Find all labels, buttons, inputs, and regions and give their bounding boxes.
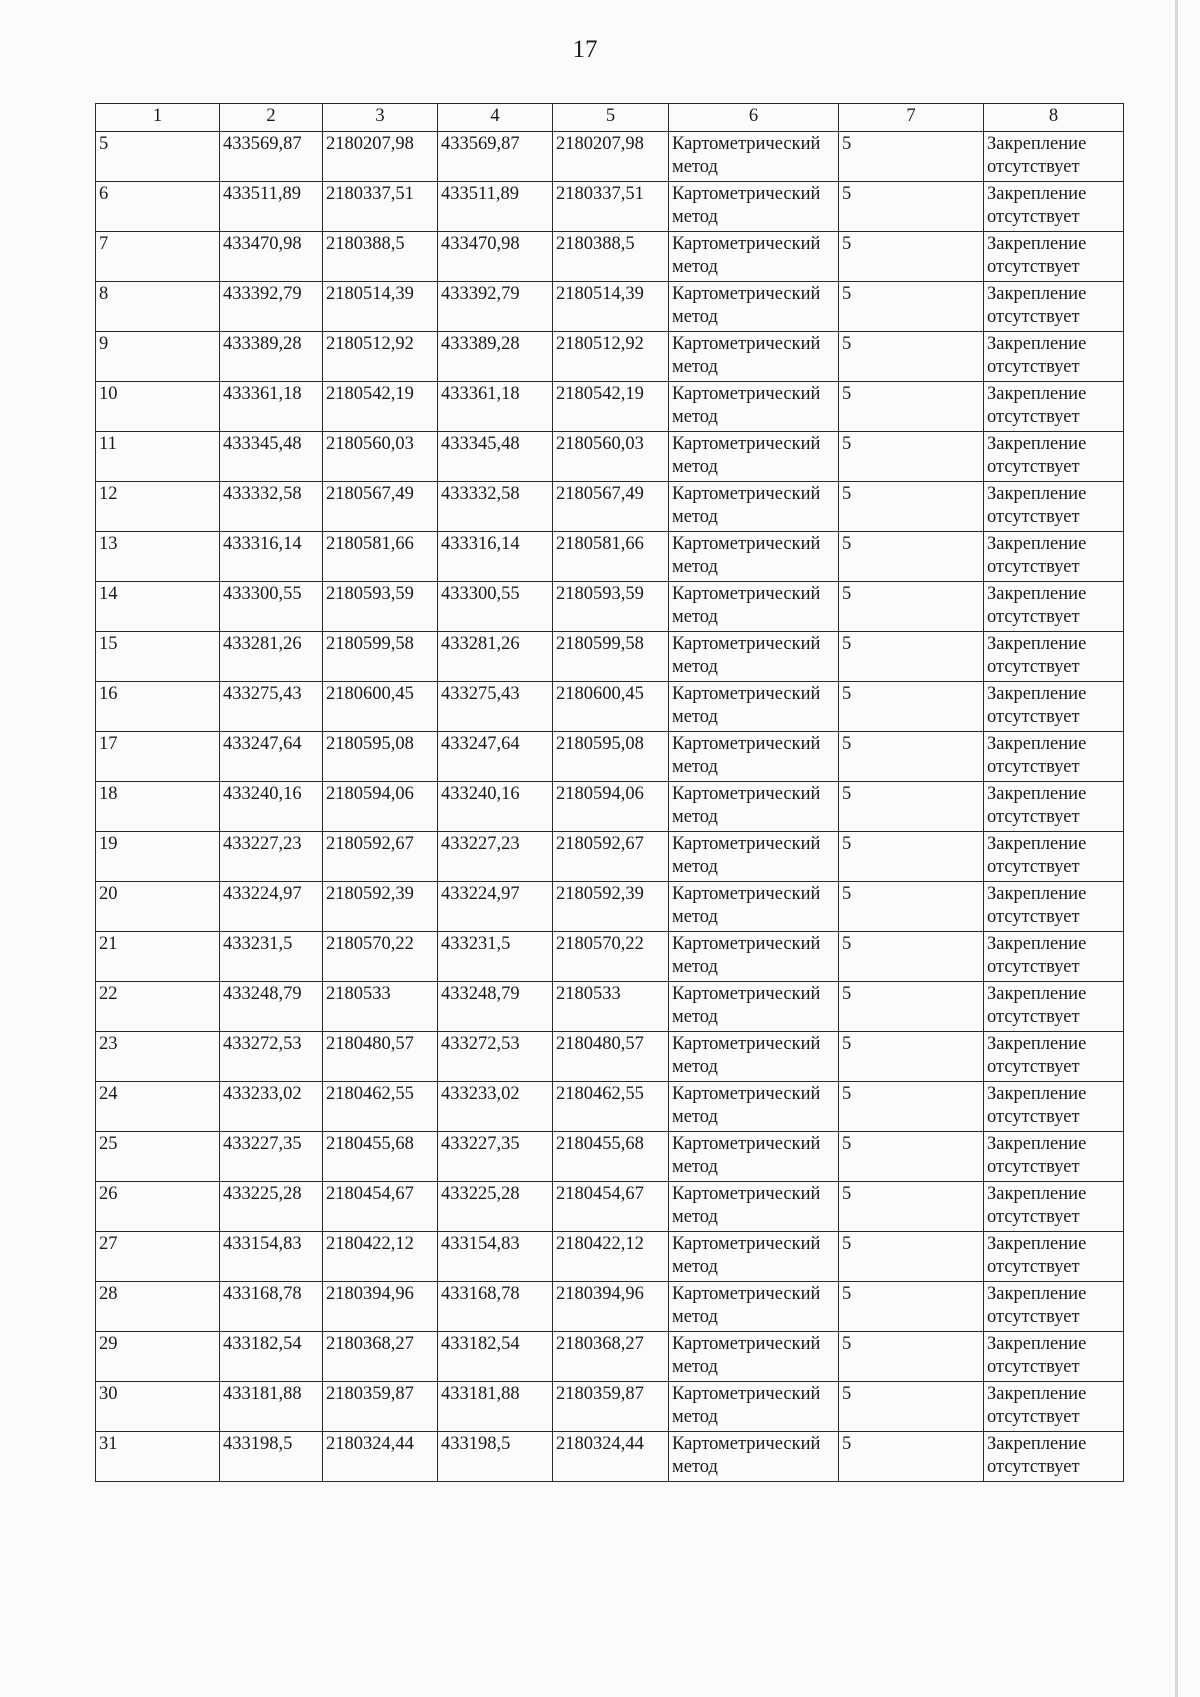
cell-y-coordinate: 2180368,27 — [323, 1332, 438, 1382]
column-header-1: 1 — [96, 104, 220, 132]
cell-y-coordinate-2: 2180595,08 — [553, 732, 669, 782]
cell-accuracy: 5 — [839, 682, 984, 732]
cell-x-coordinate-2: 433361,18 — [438, 382, 553, 432]
cell-y-coordinate-2: 2180542,19 — [553, 382, 669, 432]
table-row — [96, 482, 1124, 532]
cell-accuracy: 5 — [839, 532, 984, 582]
cell-accuracy: 5 — [839, 282, 984, 332]
cell-y-coordinate: 2180454,67 — [323, 1182, 438, 1232]
cell-y-coordinate: 2180599,58 — [323, 632, 438, 682]
table-row — [96, 132, 1124, 182]
cell-point-number: 26 — [96, 1182, 220, 1232]
cell-y-coordinate-2: 2180454,67 — [553, 1182, 669, 1232]
cell-point-number: 12 — [96, 482, 220, 532]
cell-method: Картометрический метод — [669, 932, 839, 982]
cell-method: Картометрический метод — [669, 182, 839, 232]
cell-point-number: 14 — [96, 582, 220, 632]
cell-x-coordinate: 433198,5 — [220, 1432, 323, 1482]
cell-y-coordinate: 2180480,57 — [323, 1032, 438, 1082]
cell-y-coordinate: 2180542,19 — [323, 382, 438, 432]
cell-y-coordinate: 2180533 — [323, 982, 438, 1032]
cell-fixation: Закрепление отсутствует — [984, 1332, 1124, 1382]
cell-y-coordinate: 2180394,96 — [323, 1282, 438, 1332]
cell-x-coordinate-2: 433332,58 — [438, 482, 553, 532]
cell-x-coordinate: 433332,58 — [220, 482, 323, 532]
cell-point-number: 6 — [96, 182, 220, 232]
header-row — [96, 104, 1124, 132]
cell-method: Картометрический метод — [669, 882, 839, 932]
table-row — [96, 232, 1124, 282]
cell-x-coordinate-2: 433198,5 — [438, 1432, 553, 1482]
cell-x-coordinate-2: 433168,78 — [438, 1282, 553, 1332]
cell-accuracy: 5 — [839, 832, 984, 882]
cell-method: Картометрический метод — [669, 1282, 839, 1332]
cell-y-coordinate: 2180592,39 — [323, 882, 438, 932]
column-header-8: 8 — [984, 104, 1124, 132]
cell-point-number: 16 — [96, 682, 220, 732]
cell-x-coordinate: 433168,78 — [220, 1282, 323, 1332]
cell-x-coordinate-2: 433316,14 — [438, 532, 553, 582]
cell-accuracy: 5 — [839, 582, 984, 632]
cell-accuracy: 5 — [839, 1382, 984, 1432]
cell-y-coordinate-2: 2180570,22 — [553, 932, 669, 982]
cell-x-coordinate: 433511,89 — [220, 182, 323, 232]
cell-y-coordinate: 2180570,22 — [323, 932, 438, 982]
cell-y-coordinate-2: 2180567,49 — [553, 482, 669, 532]
cell-method: Картометрический метод — [669, 382, 839, 432]
table-row — [96, 932, 1124, 982]
table-row — [96, 282, 1124, 332]
column-header-7: 7 — [839, 104, 984, 132]
cell-accuracy: 5 — [839, 1332, 984, 1382]
cell-y-coordinate-2: 2180455,68 — [553, 1132, 669, 1182]
cell-y-coordinate-2: 2180480,57 — [553, 1032, 669, 1082]
cell-y-coordinate: 2180388,5 — [323, 232, 438, 282]
table-row — [96, 1282, 1124, 1332]
cell-y-coordinate-2: 2180593,59 — [553, 582, 669, 632]
cell-accuracy: 5 — [839, 232, 984, 282]
cell-y-coordinate: 2180593,59 — [323, 582, 438, 632]
cell-point-number: 31 — [96, 1432, 220, 1482]
cell-y-coordinate-2: 2180422,12 — [553, 1232, 669, 1282]
table-body — [96, 132, 1124, 1482]
column-header-5: 5 — [553, 104, 669, 132]
cell-fixation: Закрепление отсутствует — [984, 1032, 1124, 1082]
cell-fixation: Закрепление отсутствует — [984, 1282, 1124, 1332]
cell-accuracy: 5 — [839, 882, 984, 932]
cell-point-number: 13 — [96, 532, 220, 582]
cell-point-number: 29 — [96, 1332, 220, 1382]
cell-accuracy: 5 — [839, 1282, 984, 1332]
cell-point-number: 8 — [96, 282, 220, 332]
cell-y-coordinate-2: 2180388,5 — [553, 232, 669, 282]
cell-y-coordinate-2: 2180599,58 — [553, 632, 669, 682]
cell-x-coordinate-2: 433227,23 — [438, 832, 553, 882]
cell-method: Картометрический метод — [669, 232, 839, 282]
cell-y-coordinate: 2180359,87 — [323, 1382, 438, 1432]
table-row — [96, 1182, 1124, 1232]
cell-fixation: Закрепление отсутствует — [984, 482, 1124, 532]
cell-y-coordinate-2: 2180581,66 — [553, 532, 669, 582]
cell-x-coordinate-2: 433511,89 — [438, 182, 553, 232]
cell-fixation: Закрепление отсутствует — [984, 982, 1124, 1032]
table-row — [96, 182, 1124, 232]
cell-y-coordinate-2: 2180592,39 — [553, 882, 669, 932]
cell-fixation: Закрепление отсутствует — [984, 1082, 1124, 1132]
cell-point-number: 23 — [96, 1032, 220, 1082]
coordinates-table — [95, 103, 1124, 1482]
cell-fixation: Закрепление отсутствует — [984, 732, 1124, 782]
cell-x-coordinate-2: 433240,16 — [438, 782, 553, 832]
table-row — [96, 682, 1124, 732]
cell-x-coordinate-2: 433231,5 — [438, 932, 553, 982]
cell-x-coordinate: 433300,55 — [220, 582, 323, 632]
cell-y-coordinate-2: 2180207,98 — [553, 132, 669, 182]
cell-fixation: Закрепление отсутствует — [984, 432, 1124, 482]
cell-point-number: 5 — [96, 132, 220, 182]
cell-y-coordinate-2: 2180359,87 — [553, 1382, 669, 1432]
cell-fixation: Закрепление отсутствует — [984, 1232, 1124, 1282]
cell-y-coordinate: 2180592,67 — [323, 832, 438, 882]
cell-point-number: 7 — [96, 232, 220, 282]
cell-x-coordinate-2: 433569,87 — [438, 132, 553, 182]
cell-fixation: Закрепление отсутствует — [984, 232, 1124, 282]
table-row — [96, 432, 1124, 482]
cell-point-number: 11 — [96, 432, 220, 482]
cell-point-number: 24 — [96, 1082, 220, 1132]
cell-point-number: 9 — [96, 332, 220, 382]
cell-fixation: Закрепление отсутствует — [984, 632, 1124, 682]
cell-method: Картометрический метод — [669, 282, 839, 332]
cell-x-coordinate: 433272,53 — [220, 1032, 323, 1082]
cell-method: Картометрический метод — [669, 982, 839, 1032]
cell-y-coordinate: 2180600,45 — [323, 682, 438, 732]
cell-accuracy: 5 — [839, 782, 984, 832]
cell-accuracy: 5 — [839, 432, 984, 482]
cell-y-coordinate: 2180581,66 — [323, 532, 438, 582]
cell-y-coordinate: 2180560,03 — [323, 432, 438, 482]
cell-x-coordinate: 433240,16 — [220, 782, 323, 832]
cell-x-coordinate-2: 433248,79 — [438, 982, 553, 1032]
column-header-6: 6 — [669, 104, 839, 132]
cell-x-coordinate-2: 433227,35 — [438, 1132, 553, 1182]
cell-y-coordinate: 2180595,08 — [323, 732, 438, 782]
cell-fixation: Закрепление отсутствует — [984, 1382, 1124, 1432]
cell-point-number: 22 — [96, 982, 220, 1032]
cell-y-coordinate-2: 2180337,51 — [553, 182, 669, 232]
cell-y-coordinate: 2180512,92 — [323, 332, 438, 382]
cell-y-coordinate-2: 2180462,55 — [553, 1082, 669, 1132]
cell-x-coordinate-2: 433247,64 — [438, 732, 553, 782]
cell-fixation: Закрепление отсутствует — [984, 1132, 1124, 1182]
cell-method: Картометрический метод — [669, 1382, 839, 1432]
cell-method: Картометрический метод — [669, 332, 839, 382]
cell-y-coordinate: 2180337,51 — [323, 182, 438, 232]
cell-fixation: Закрепление отсутствует — [984, 382, 1124, 432]
table-row — [96, 632, 1124, 682]
table-row — [96, 382, 1124, 432]
cell-accuracy: 5 — [839, 1032, 984, 1082]
cell-method: Картометрический метод — [669, 1132, 839, 1182]
cell-x-coordinate: 433181,88 — [220, 1382, 323, 1432]
cell-y-coordinate-2: 2180533 — [553, 982, 669, 1032]
cell-fixation: Закрепление отсутствует — [984, 532, 1124, 582]
column-header-4: 4 — [438, 104, 553, 132]
cell-method: Картометрический метод — [669, 532, 839, 582]
page-number: 17 — [572, 36, 598, 63]
cell-x-coordinate: 433182,54 — [220, 1332, 323, 1382]
cell-accuracy: 5 — [839, 1432, 984, 1482]
cell-fixation: Закрепление отсутствует — [984, 932, 1124, 982]
cell-point-number: 27 — [96, 1232, 220, 1282]
table-row — [96, 1132, 1124, 1182]
cell-fixation: Закрепление отсутствует — [984, 832, 1124, 882]
cell-x-coordinate: 433281,26 — [220, 632, 323, 682]
cell-x-coordinate: 433316,14 — [220, 532, 323, 582]
table-row — [96, 1432, 1124, 1482]
cell-point-number: 30 — [96, 1382, 220, 1432]
cell-y-coordinate-2: 2180394,96 — [553, 1282, 669, 1332]
cell-y-coordinate: 2180594,06 — [323, 782, 438, 832]
table-row — [96, 882, 1124, 932]
cell-x-coordinate-2: 433181,88 — [438, 1382, 553, 1432]
cell-accuracy: 5 — [839, 332, 984, 382]
cell-method: Картометрический метод — [669, 732, 839, 782]
cell-point-number: 10 — [96, 382, 220, 432]
cell-point-number: 21 — [96, 932, 220, 982]
table-row — [96, 832, 1124, 882]
cell-method: Картометрический метод — [669, 1232, 839, 1282]
cell-y-coordinate: 2180514,39 — [323, 282, 438, 332]
cell-method: Картометрический метод — [669, 1332, 839, 1382]
cell-x-coordinate: 433389,28 — [220, 332, 323, 382]
cell-y-coordinate: 2180422,12 — [323, 1232, 438, 1282]
cell-method: Картометрический метод — [669, 1032, 839, 1082]
cell-point-number: 17 — [96, 732, 220, 782]
cell-y-coordinate: 2180567,49 — [323, 482, 438, 532]
cell-x-coordinate-2: 433225,28 — [438, 1182, 553, 1232]
table-row — [96, 532, 1124, 582]
cell-y-coordinate-2: 2180600,45 — [553, 682, 669, 732]
cell-x-coordinate: 433275,43 — [220, 682, 323, 732]
table-row — [96, 582, 1124, 632]
cell-y-coordinate-2: 2180512,92 — [553, 332, 669, 382]
cell-fixation: Закрепление отсутствует — [984, 682, 1124, 732]
cell-x-coordinate: 433231,5 — [220, 932, 323, 982]
cell-x-coordinate: 433345,48 — [220, 432, 323, 482]
cell-fixation: Закрепление отсутствует — [984, 582, 1124, 632]
cell-fixation: Закрепление отсутствует — [984, 282, 1124, 332]
table-row — [96, 332, 1124, 382]
cell-fixation: Закрепление отсутствует — [984, 182, 1124, 232]
cell-y-coordinate: 2180207,98 — [323, 132, 438, 182]
table-row — [96, 782, 1124, 832]
cell-accuracy: 5 — [839, 1082, 984, 1132]
cell-y-coordinate: 2180462,55 — [323, 1082, 438, 1132]
cell-accuracy: 5 — [839, 1132, 984, 1182]
cell-y-coordinate: 2180324,44 — [323, 1432, 438, 1482]
cell-x-coordinate-2: 433345,48 — [438, 432, 553, 482]
cell-x-coordinate: 433233,02 — [220, 1082, 323, 1132]
cell-method: Картометрический метод — [669, 782, 839, 832]
table-row — [96, 1382, 1124, 1432]
cell-x-coordinate-2: 433154,83 — [438, 1232, 553, 1282]
cell-point-number: 19 — [96, 832, 220, 882]
cell-x-coordinate: 433392,79 — [220, 282, 323, 332]
page-edge — [1175, 0, 1178, 1697]
cell-accuracy: 5 — [839, 182, 984, 232]
cell-accuracy: 5 — [839, 1182, 984, 1232]
table-row — [96, 732, 1124, 782]
table-row — [96, 1032, 1124, 1082]
cell-x-coordinate: 433248,79 — [220, 982, 323, 1032]
cell-y-coordinate-2: 2180514,39 — [553, 282, 669, 332]
table-row — [96, 982, 1124, 1032]
cell-y-coordinate-2: 2180368,27 — [553, 1332, 669, 1382]
cell-accuracy: 5 — [839, 382, 984, 432]
cell-x-coordinate: 433247,64 — [220, 732, 323, 782]
cell-x-coordinate-2: 433224,97 — [438, 882, 553, 932]
table-row — [96, 1082, 1124, 1132]
cell-method: Картометрический метод — [669, 632, 839, 682]
cell-method: Картометрический метод — [669, 1182, 839, 1232]
cell-accuracy: 5 — [839, 132, 984, 182]
cell-accuracy: 5 — [839, 982, 984, 1032]
cell-accuracy: 5 — [839, 482, 984, 532]
cell-fixation: Закрепление отсутствует — [984, 1182, 1124, 1232]
cell-x-coordinate: 433224,97 — [220, 882, 323, 932]
cell-method: Картометрический метод — [669, 832, 839, 882]
cell-point-number: 18 — [96, 782, 220, 832]
cell-y-coordinate-2: 2180324,44 — [553, 1432, 669, 1482]
cell-x-coordinate-2: 433272,53 — [438, 1032, 553, 1082]
cell-x-coordinate-2: 433392,79 — [438, 282, 553, 332]
cell-x-coordinate: 433470,98 — [220, 232, 323, 282]
cell-method: Картометрический метод — [669, 482, 839, 532]
cell-point-number: 15 — [96, 632, 220, 682]
cell-x-coordinate: 433225,28 — [220, 1182, 323, 1232]
cell-y-coordinate-2: 2180560,03 — [553, 432, 669, 482]
cell-method: Картометрический метод — [669, 582, 839, 632]
cell-y-coordinate: 2180455,68 — [323, 1132, 438, 1182]
cell-x-coordinate-2: 433300,55 — [438, 582, 553, 632]
cell-method: Картометрический метод — [669, 132, 839, 182]
cell-method: Картометрический метод — [669, 1082, 839, 1132]
cell-point-number: 25 — [96, 1132, 220, 1182]
cell-accuracy: 5 — [839, 932, 984, 982]
cell-fixation: Закрепление отсутствует — [984, 1432, 1124, 1482]
cell-method: Картометрический метод — [669, 1432, 839, 1482]
cell-accuracy: 5 — [839, 632, 984, 682]
cell-x-coordinate: 433361,18 — [220, 382, 323, 432]
cell-x-coordinate-2: 433281,26 — [438, 632, 553, 682]
cell-x-coordinate: 433154,83 — [220, 1232, 323, 1282]
cell-x-coordinate-2: 433182,54 — [438, 1332, 553, 1382]
column-header-2: 2 — [220, 104, 323, 132]
cell-accuracy: 5 — [839, 732, 984, 782]
cell-x-coordinate-2: 433389,28 — [438, 332, 553, 382]
cell-point-number: 20 — [96, 882, 220, 932]
cell-fixation: Закрепление отсутствует — [984, 132, 1124, 182]
cell-x-coordinate-2: 433470,98 — [438, 232, 553, 282]
cell-y-coordinate-2: 2180594,06 — [553, 782, 669, 832]
cell-y-coordinate-2: 2180592,67 — [553, 832, 669, 882]
cell-fixation: Закрепление отсутствует — [984, 882, 1124, 932]
cell-x-coordinate: 433569,87 — [220, 132, 323, 182]
cell-x-coordinate-2: 433233,02 — [438, 1082, 553, 1132]
cell-x-coordinate: 433227,35 — [220, 1132, 323, 1182]
column-header-3: 3 — [323, 104, 438, 132]
cell-accuracy: 5 — [839, 1232, 984, 1282]
cell-point-number: 28 — [96, 1282, 220, 1332]
cell-method: Картометрический метод — [669, 682, 839, 732]
table-row — [96, 1332, 1124, 1382]
cell-fixation: Закрепление отсутствует — [984, 332, 1124, 382]
cell-method: Картометрический метод — [669, 432, 839, 482]
cell-x-coordinate: 433227,23 — [220, 832, 323, 882]
cell-x-coordinate-2: 433275,43 — [438, 682, 553, 732]
table-row — [96, 1232, 1124, 1282]
cell-fixation: Закрепление отсутствует — [984, 782, 1124, 832]
